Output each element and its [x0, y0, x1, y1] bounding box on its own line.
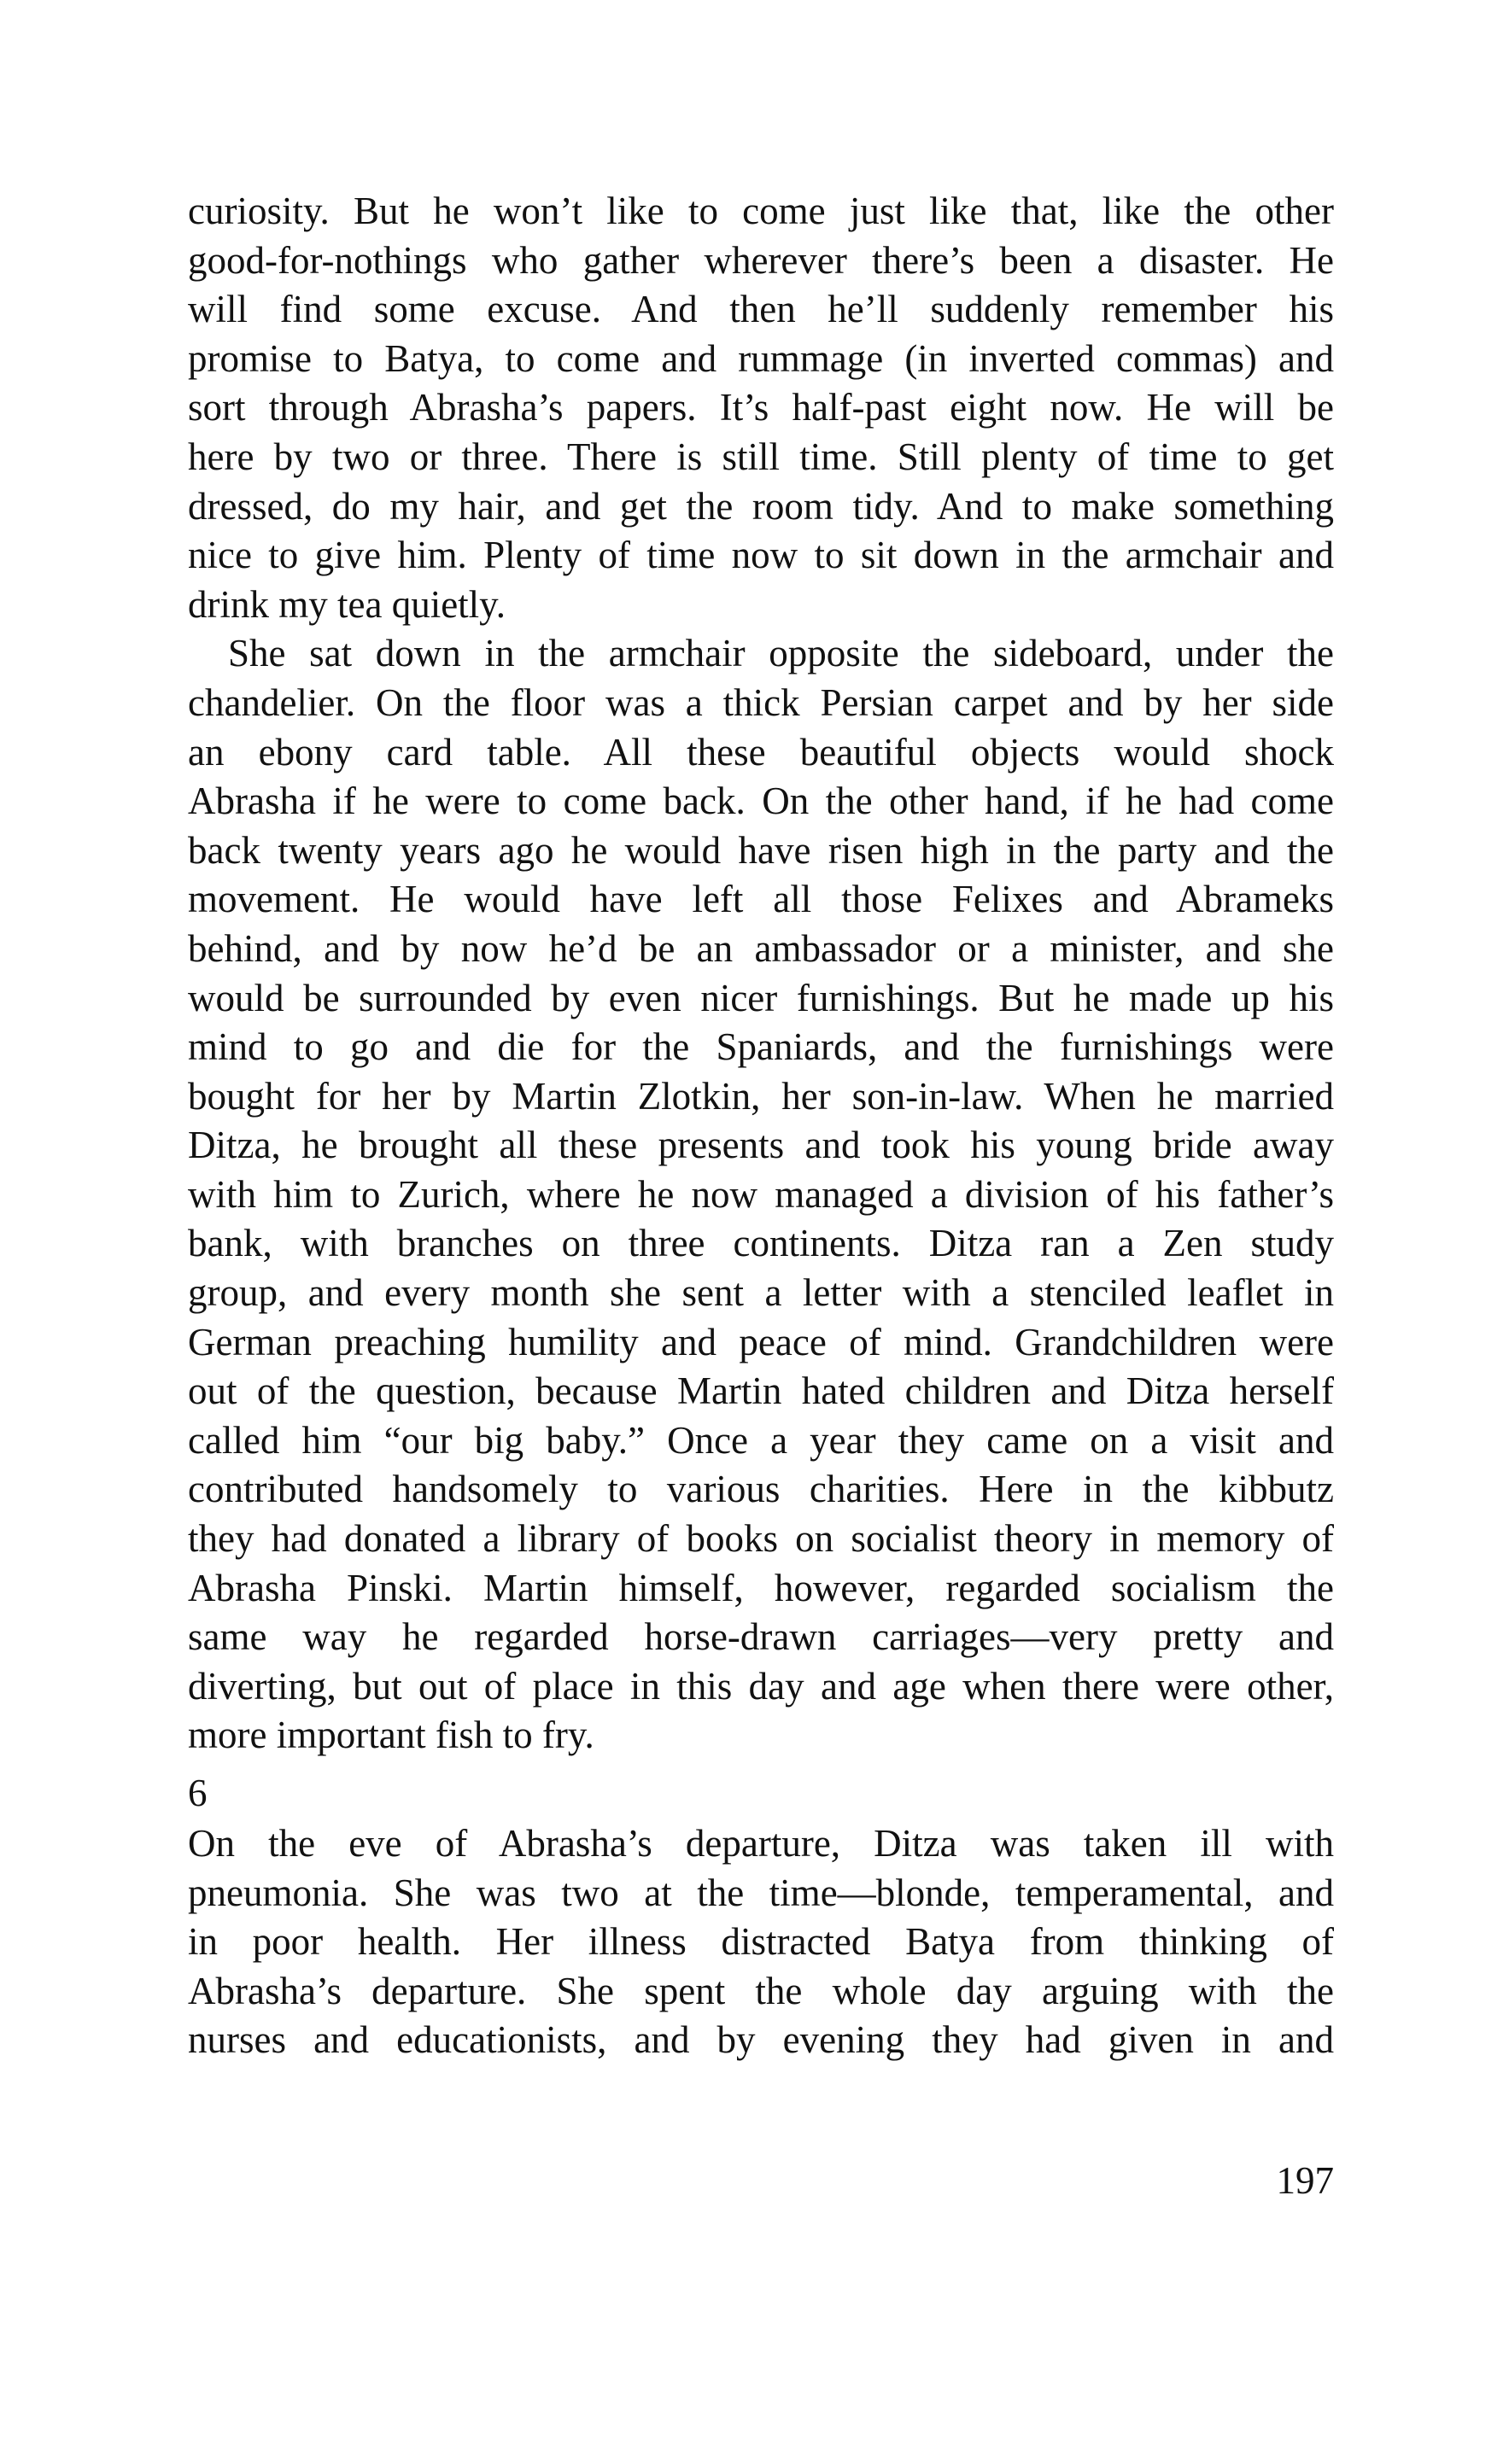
- text-line: Abrasha’s departure. She spent the whole day arguing with the: [188, 1969, 1334, 2012]
- text-line: in poor health. Her illness distracted Batya from thinking of: [188, 1920, 1334, 1964]
- text-line: Ditza, he brought all these presents and took his young bride away: [188, 1124, 1334, 1167]
- text-line: back twenty years ago he would have risen high in the party and the: [188, 828, 1334, 872]
- text-line: mind to go and die for the Spaniards, and the furnishings were: [188, 1025, 1334, 1069]
- page-number: 197: [1276, 2159, 1334, 2202]
- text-line: good-for-nothings who gather wherever there’s been a disaster. He: [188, 238, 1334, 282]
- section-number: 6: [188, 1772, 208, 1814]
- text-line: will find some excuse. And then he’ll suddenly remember his: [188, 288, 1334, 331]
- text-line: nurses and educationists, and by evening they had given in and: [188, 2018, 1334, 2062]
- text-line: dressed, do my hair, and get the room tidy. And to make something: [188, 484, 1334, 528]
- body-text-top: [188, 187, 1334, 1760]
- text-line: pneumonia. She was two at the time—blonde, temperamental, and: [188, 1871, 1334, 1914]
- text-line: bank, with branches on three continents. Ditza ran a Zen study: [188, 1222, 1334, 1265]
- text-line: they had donated a library of books on socialist theory in memory of: [188, 1517, 1334, 1561]
- text-line: out of the question, because Martin hated children and Ditza herself: [188, 1369, 1334, 1413]
- text-line: with him to Zurich, where he now managed a division of his father’s: [188, 1172, 1334, 1216]
- text-line: behind, and by now he’d be an ambassador or a minister, and she: [188, 926, 1334, 970]
- text-line: more important fish to fry.: [188, 1714, 594, 1757]
- text-line: here by two or three. There is still time. Still plenty of time to get: [188, 435, 1334, 478]
- body-text-bottom: [188, 1819, 1334, 2065]
- text-line: called him “our big baby.” Once a year they came on a visit and: [188, 1418, 1334, 1462]
- text-line: would be surrounded by even nicer furnishings. But he made up his: [188, 976, 1334, 1019]
- text-line: diverting, but out of place in this day and age when there were other,: [188, 1664, 1334, 1708]
- text-line: She sat down in the armchair opposite the sideboard, under the: [228, 632, 1334, 675]
- text-line: group, and every month she sent a letter with a stenciled leaflet in: [188, 1271, 1334, 1315]
- text-line: nice to give him. Plenty of time now to sit down in the armchair and: [188, 534, 1334, 577]
- text-line: chandelier. On the floor was a thick Persian carpet and by her side: [188, 680, 1334, 724]
- text-line: German preaching humility and peace of mind. Grandchildren were: [188, 1320, 1334, 1363]
- text-line: promise to Batya, to come and rummage (in inverted commas) and: [188, 336, 1334, 380]
- text-line: Abrasha if he were to come back. On the other hand, if he had come: [188, 779, 1334, 823]
- text-line: drink my tea quietly.: [188, 582, 506, 626]
- text-line: contributed handsomely to various charities. Here in the kibbutz: [188, 1468, 1334, 1511]
- text-line: Abrasha Pinski. Martin himself, however, regarded socialism the: [188, 1566, 1334, 1609]
- text-line: bought for her by Martin Zlotkin, her son-in-law. When he married: [188, 1074, 1334, 1118]
- text-line: same way he regarded horse-drawn carriages—very pretty and: [188, 1615, 1334, 1659]
- text-line: movement. He would have left all those Felixes and Abrameks: [188, 878, 1334, 921]
- text-line: curiosity. But he won’t like to come just like that, like the other: [188, 190, 1334, 232]
- text-line: On the eve of Abrasha’s departure, Ditza was taken ill with: [188, 1822, 1334, 1865]
- text-line: sort through Abrasha’s papers. It’s half-past eight now. He will be: [188, 386, 1334, 429]
- text-line: an ebony card table. All these beautiful objects would shock: [188, 730, 1334, 774]
